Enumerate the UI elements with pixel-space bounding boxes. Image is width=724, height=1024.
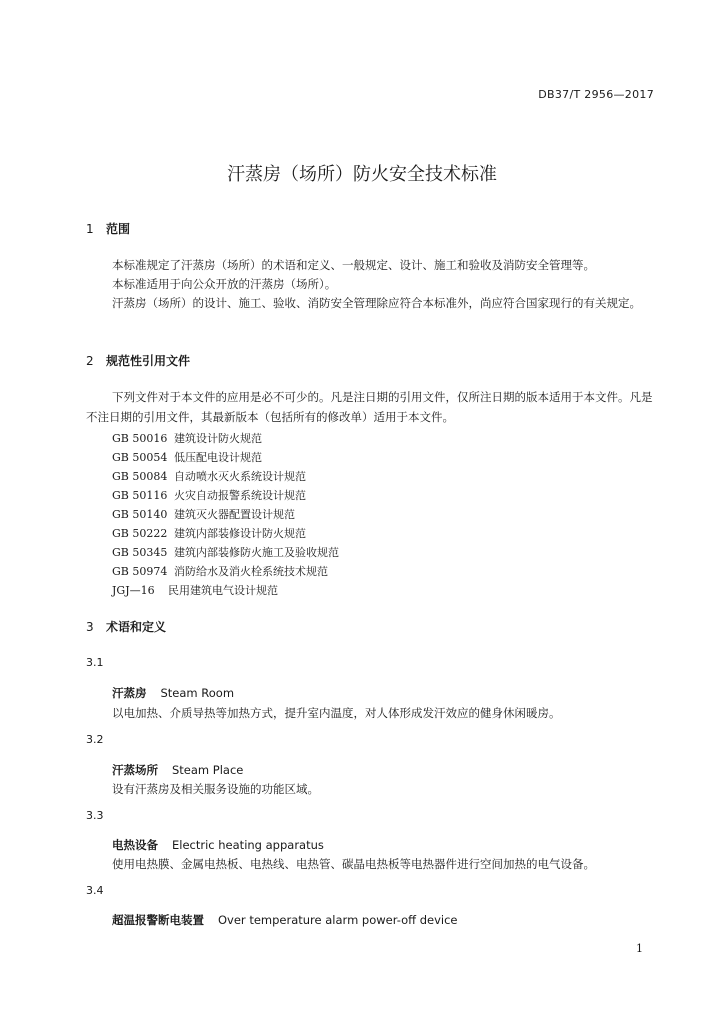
reference-name: 建筑内部装修设计防火规范 <box>174 527 306 540</box>
term-zh: 汗蒸场所 <box>112 763 158 777</box>
reference-name: 自动喷水灭火系统设计规范 <box>174 470 306 483</box>
reference-name: 建筑灭火器配置设计规范 <box>174 508 295 521</box>
clause-number: 3.1 <box>86 656 104 669</box>
normative-intro: 下列文件对于本文件的应用是必不可少的。凡是注日期的引用文件，仅所注日期的版本适用于本文件。凡是不注日期的引用文件，其最新版本（包括所有的修改单）适用于本文件。 <box>86 390 653 424</box>
reference-code: GB 50054 <box>112 451 168 464</box>
reference-name: 消防给水及消火栓系统技术规范 <box>174 565 328 578</box>
reference-code: GB 50222 <box>112 527 168 540</box>
scope-paragraph-3: 汗蒸房（场所）的设计、施工、验收、消防安全管理除应符合本标准外，尚应符合国家现行的有关规定。 <box>112 296 641 310</box>
page-title: 汗蒸房（场所）防火安全技术标准 <box>227 164 497 185</box>
section-heading-scope <box>86 220 130 237</box>
reference-item <box>112 430 262 446</box>
reference-item <box>112 525 306 541</box>
clause-number: 3.3 <box>86 809 104 822</box>
reference-item <box>112 468 306 484</box>
term-en: Over temperature alarm power-off device <box>218 913 458 927</box>
reference-item <box>112 506 295 522</box>
clause-number: 3.2 <box>86 733 104 746</box>
term-definition: 以电加热、介质导热等加热方式，提升室内温度，对人体形成发汗效应的健身休闲暖房。 <box>112 706 561 720</box>
reference-name: 建筑内部装修防火施工及验收规范 <box>174 546 339 559</box>
reference-code: GB 50084 <box>112 470 168 483</box>
section-heading-terms <box>86 618 166 635</box>
term-zh: 汗蒸房 <box>112 686 147 700</box>
reference-code: GB 50974 <box>112 565 168 578</box>
reference-item <box>112 449 262 465</box>
section-title: 规范性引用文件 <box>106 354 191 368</box>
reference-code: GB 50016 <box>112 432 168 445</box>
term-zh: 超温报警断电装置 <box>112 913 204 927</box>
reference-item <box>112 582 278 598</box>
term-zh: 电热设备 <box>112 838 158 852</box>
term-en: Steam Room <box>160 686 235 700</box>
reference-item <box>112 487 306 503</box>
clause-number: 3.4 <box>86 884 104 897</box>
reference-code: GB 50116 <box>112 489 168 502</box>
reference-code: JGJ—16 <box>112 584 155 597</box>
reference-item <box>112 544 339 560</box>
standard-number: DB37/T 2956—2017 <box>538 88 654 101</box>
page-number: 1 <box>636 942 643 955</box>
term-entry <box>112 762 243 778</box>
term-definition: 使用电热膜、金属电热板、电热线、电热管、碳晶电热板等电热器件进行空间加热的电气设备。 <box>112 857 595 871</box>
reference-name: 民用建筑电气设计规范 <box>168 584 278 597</box>
section-number: 2 <box>86 354 94 368</box>
reference-code: GB 50345 <box>112 546 168 559</box>
term-entry <box>112 837 324 853</box>
reference-name: 火灾自动报警系统设计规范 <box>174 489 306 502</box>
reference-name: 低压配电设计规范 <box>174 451 262 464</box>
reference-name: 建筑设计防火规范 <box>174 432 262 445</box>
term-en: Electric heating apparatus <box>172 838 324 852</box>
term-definition: 设有汗蒸房及相关服务设施的功能区域。 <box>112 782 319 796</box>
term-entry <box>112 685 234 701</box>
section-title: 术语和定义 <box>106 620 167 634</box>
section-heading-normative-references <box>86 352 190 369</box>
section-title: 范围 <box>106 222 131 236</box>
scope-paragraph-2: 本标准适用于向公众开放的汗蒸房（场所）。 <box>112 277 337 291</box>
scope-paragraph-1: 本标准规定了汗蒸房（场所）的术语和定义、一般规定、设计、施工和验收及消防安全管理等。 <box>112 258 595 272</box>
section-number: 1 <box>86 222 94 236</box>
section-number: 3 <box>86 620 94 634</box>
reference-item <box>112 563 328 579</box>
reference-code: GB 50140 <box>112 508 168 521</box>
term-en: Steam Place <box>172 763 244 777</box>
term-entry <box>112 912 458 928</box>
